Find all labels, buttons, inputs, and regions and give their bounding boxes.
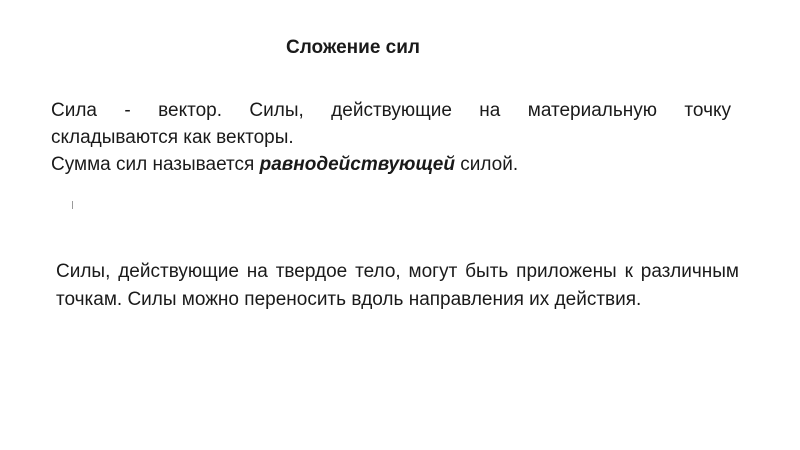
resultant-term: равнодействующей (259, 154, 455, 175)
paragraph1-line1: Сила - вектор. Силы, действующие на материальную точку (51, 100, 731, 121)
slide-title: Сложение сил (286, 37, 421, 58)
paragraph1-line3-before: Сумма сил называется (51, 154, 260, 175)
paragraph1-line3-after: силой. (454, 154, 519, 175)
decorative-tick-mark (72, 201, 73, 209)
paragraph1-line2: складываются как векторы. (51, 127, 294, 148)
paragraph1-line3 (51, 151, 731, 178)
paragraph-vector-definition (51, 97, 731, 178)
paragraph-rigid-body: Силы, действующие на твердое тело, могут быть приложены к различным точкам. Силы можно переносить вдоль направления их действия. (56, 261, 739, 310)
